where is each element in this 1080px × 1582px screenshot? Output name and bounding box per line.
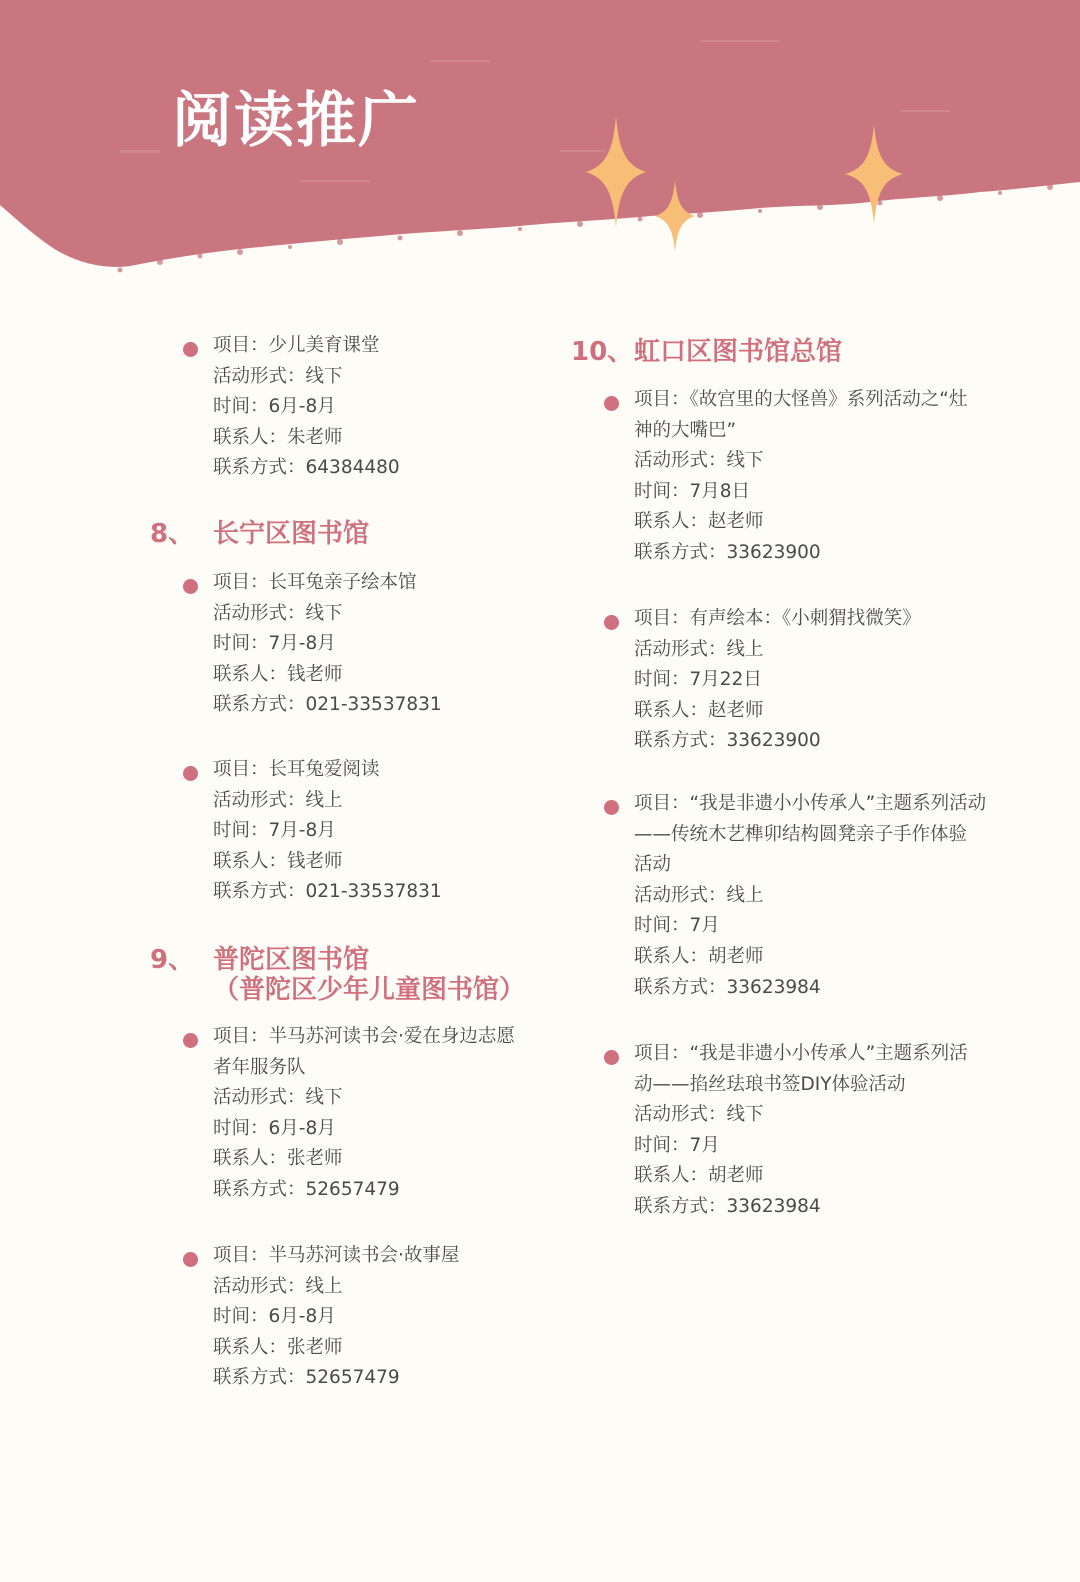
- project-name-continued: ——传统木艺榫卯结构圆凳亲子手作体验: [634, 823, 968, 845]
- contact-label: 联系人：: [213, 663, 288, 685]
- header-banner: [0, 0, 1080, 290]
- section-number: 8、: [150, 519, 195, 549]
- format-value: 线上: [305, 1275, 343, 1297]
- section-number: 10、: [571, 337, 634, 367]
- time-label: 时间：: [634, 915, 690, 937]
- format-label: 活动形式：: [213, 1275, 306, 1297]
- time-value: 7月: [689, 1134, 720, 1156]
- section-name: 虹口区图书馆总馆: [634, 337, 843, 367]
- format-value: 线下: [305, 1087, 343, 1109]
- contact-label: 联系人：: [213, 1336, 288, 1358]
- bullet-dot-icon: [604, 1050, 619, 1065]
- format-label: 活动形式：: [213, 1087, 306, 1109]
- list-item: [634, 1039, 968, 1223]
- phone-label: 联系方式：: [213, 881, 306, 903]
- contact-value: 朱老师: [287, 426, 343, 448]
- contact-value: 胡老师: [708, 1165, 764, 1187]
- contact-value: 赵老师: [708, 511, 764, 533]
- project-label: 项目：: [634, 389, 690, 410]
- contact-value: 钱老师: [287, 663, 343, 685]
- project-name: 半马苏河读书会·故事屋: [268, 1245, 460, 1266]
- phone-value: 021-33537831: [305, 694, 442, 716]
- bullet-dot-icon: [183, 1033, 198, 1048]
- project-name: “我是非遗小小传承人”主题系列活动: [689, 793, 987, 814]
- phone-value: 33623984: [726, 1195, 821, 1217]
- time-value: 7月8日: [689, 480, 751, 502]
- time-value: 7月-8月: [268, 820, 336, 842]
- phone-label: 联系方式：: [634, 541, 727, 563]
- format-value: 线下: [305, 602, 343, 624]
- list-item: [213, 1241, 459, 1394]
- contact-label: 联系人：: [634, 1165, 709, 1187]
- contact-label: 联系人：: [213, 426, 288, 448]
- contact-value: 胡老师: [708, 945, 764, 967]
- project-name-continued: 神的大嘴巴”: [634, 419, 737, 441]
- phone-value: 64384480: [305, 457, 400, 479]
- time-label: 时间：: [634, 669, 690, 691]
- phone-value: 33623984: [726, 976, 821, 998]
- project-name: 半马苏河读书会·爱在身边志愿: [268, 1026, 515, 1047]
- project-label: 项目：: [634, 793, 690, 814]
- project-label: 项目：: [213, 572, 269, 593]
- phone-value: 52657479: [305, 1367, 400, 1389]
- contact-value: 赵老师: [708, 699, 764, 721]
- section-heading-9: [150, 945, 525, 1005]
- section-subname: （普陀区少年儿童图书馆）: [213, 975, 526, 1005]
- phone-label: 联系方式：: [634, 1195, 727, 1217]
- list-item: [213, 755, 442, 908]
- project-label: 项目：: [213, 1245, 269, 1266]
- phone-label: 联系方式：: [634, 976, 727, 998]
- bullet-dot-icon: [183, 579, 198, 594]
- project-name-continued: 者年服务队: [213, 1056, 306, 1078]
- sparkle-large-right-icon: [845, 124, 903, 224]
- project-name-continued: 活动: [634, 854, 672, 876]
- contact-label: 联系人：: [213, 850, 288, 872]
- format-label: 活动形式：: [634, 884, 727, 906]
- contact-label: 联系人：: [213, 1148, 288, 1170]
- format-label: 活动形式：: [634, 1104, 727, 1126]
- format-value: 线下: [726, 1104, 764, 1126]
- time-value: 6月-8月: [268, 1306, 336, 1328]
- section-heading-8: [150, 519, 369, 549]
- project-name: 《故宫里的大怪兽》系列活动之“灶: [689, 389, 968, 410]
- format-label: 活动形式：: [213, 789, 306, 811]
- format-label: 活动形式：: [213, 365, 306, 387]
- format-label: 活动形式：: [634, 638, 727, 660]
- list-item: [634, 604, 921, 757]
- sparkle-large-left-icon: [586, 116, 646, 228]
- section-heading-10: [571, 337, 842, 367]
- format-value: 线上: [305, 789, 343, 811]
- contact-value: 张老师: [287, 1336, 343, 1358]
- phone-label: 联系方式：: [634, 730, 727, 752]
- project-name: “我是非遗小小传承人”主题系列活: [689, 1043, 968, 1064]
- phone-value: 33623900: [726, 730, 821, 752]
- time-label: 时间：: [634, 480, 690, 502]
- bullet-dot-icon: [604, 800, 619, 815]
- bullet-dot-icon: [604, 615, 619, 630]
- time-label: 时间：: [213, 633, 269, 655]
- contact-value: 张老师: [287, 1148, 343, 1170]
- project-label: 项目：: [213, 335, 269, 356]
- time-value: 6月-8月: [268, 1117, 336, 1139]
- time-label: 时间：: [213, 1117, 269, 1139]
- list-item: [213, 331, 400, 484]
- time-label: 时间：: [213, 1306, 269, 1328]
- bullet-dot-icon: [604, 396, 619, 411]
- phone-value: 33623900: [726, 541, 821, 563]
- format-value: 线上: [726, 884, 764, 906]
- section-number: 9、: [150, 945, 195, 975]
- sparkle-small-icon: [655, 180, 695, 252]
- time-value: 7月22日: [689, 669, 762, 691]
- time-value: 7月: [689, 915, 720, 937]
- time-label: 时间：: [213, 820, 269, 842]
- project-label: 项目：: [634, 608, 690, 629]
- contact-label: 联系人：: [634, 511, 709, 533]
- phone-label: 联系方式：: [213, 457, 306, 479]
- project-label: 项目：: [634, 1043, 690, 1064]
- list-item: [634, 385, 967, 569]
- contact-label: 联系人：: [634, 699, 709, 721]
- project-name-continued: 动——掐丝珐琅书签DIY体验活动: [634, 1073, 906, 1095]
- project-name: 有声绘本：《小刺猬找微笑》: [689, 608, 921, 629]
- list-item: [213, 1022, 515, 1206]
- project-label: 项目：: [213, 1026, 269, 1047]
- contact-label: 联系人：: [634, 945, 709, 967]
- format-label: 活动形式：: [213, 602, 306, 624]
- bullet-dot-icon: [183, 766, 198, 781]
- format-value: 线上: [726, 638, 764, 660]
- section-name: 长宁区图书馆: [213, 519, 370, 549]
- time-value: 7月-8月: [268, 633, 336, 655]
- format-label: 活动形式：: [634, 450, 727, 472]
- format-value: 线下: [726, 450, 764, 472]
- section-name: 普陀区图书馆: [213, 945, 370, 975]
- format-value: 线下: [305, 365, 343, 387]
- time-label: 时间：: [634, 1134, 690, 1156]
- bullet-dot-icon: [183, 342, 198, 357]
- project-label: 项目：: [213, 759, 269, 780]
- time-label: 时间：: [213, 396, 269, 418]
- bullet-dot-icon: [183, 1252, 198, 1267]
- time-value: 6月-8月: [268, 396, 336, 418]
- phone-label: 联系方式：: [213, 1178, 306, 1200]
- contact-value: 钱老师: [287, 850, 343, 872]
- list-item: [213, 568, 442, 721]
- phone-value: 52657479: [305, 1178, 400, 1200]
- project-name: 长耳兔爱阅读: [268, 759, 380, 780]
- list-item: [634, 789, 986, 1003]
- project-name: 少儿美育课堂: [268, 335, 380, 356]
- page-title: 阅读推广: [172, 86, 420, 156]
- header-brush-shape: [0, 0, 1080, 267]
- project-name: 长耳兔亲子绘本馆: [268, 572, 417, 593]
- phone-label: 联系方式：: [213, 1367, 306, 1389]
- phone-value: 021-33537831: [305, 881, 442, 903]
- phone-label: 联系方式：: [213, 694, 306, 716]
